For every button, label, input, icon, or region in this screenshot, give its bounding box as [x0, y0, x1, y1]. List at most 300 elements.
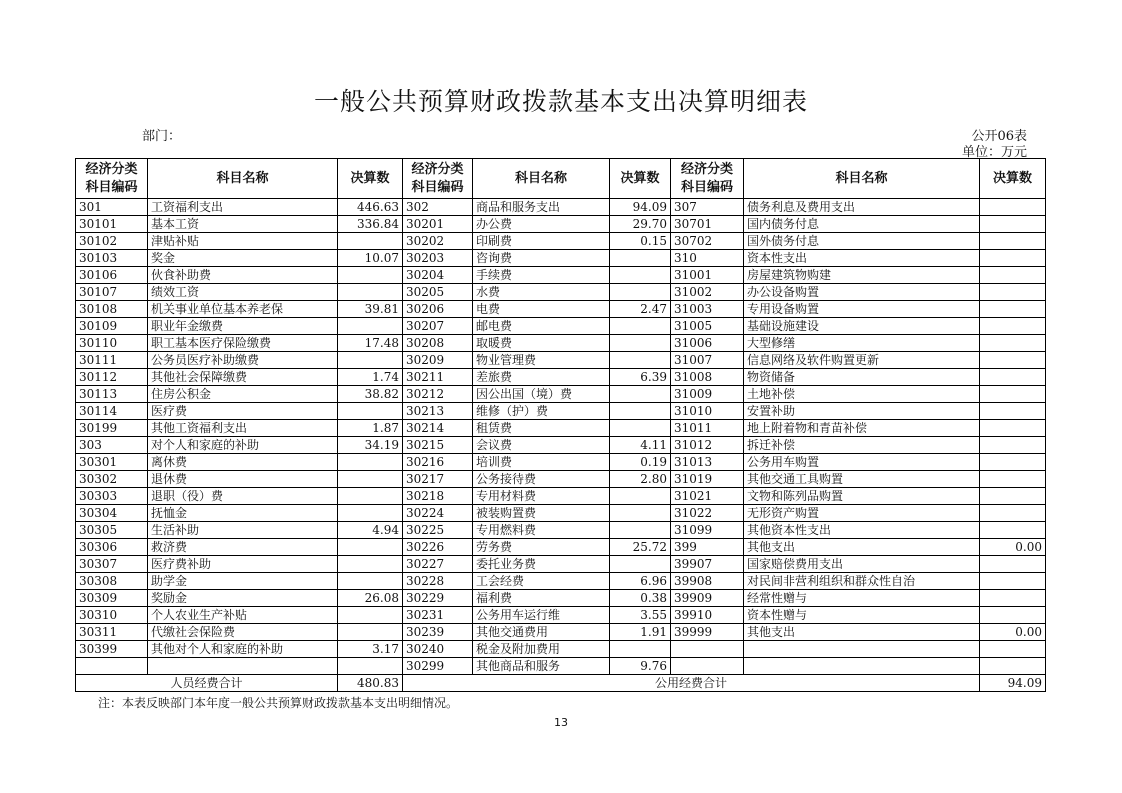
amount-cell: 6.39: [610, 369, 671, 386]
amount-cell: [338, 284, 403, 301]
amount-cell: 1.91: [610, 624, 671, 641]
name-cell: 救济费: [148, 539, 338, 556]
table-row: [76, 573, 1046, 590]
amount-cell: 9.76: [610, 658, 671, 675]
code-cell: 30228: [403, 573, 473, 590]
amount-cell: 0.00: [980, 539, 1046, 556]
amount-cell: [980, 267, 1046, 284]
code-cell: 310: [671, 250, 744, 267]
amount-cell: [610, 420, 671, 437]
amount-cell: 2.47: [610, 301, 671, 318]
totals-row: [76, 675, 1046, 692]
code-cell: 30239: [403, 624, 473, 641]
code-cell: 30226: [403, 539, 473, 556]
code-cell: 30211: [403, 369, 473, 386]
code-cell: 30108: [76, 301, 148, 318]
table-row: [76, 488, 1046, 505]
code-cell: 30307: [76, 556, 148, 573]
code-cell: 30299: [403, 658, 473, 675]
table-row: [76, 522, 1046, 539]
amount-cell: [338, 505, 403, 522]
code-cell: 30304: [76, 505, 148, 522]
amount-cell: 3.55: [610, 607, 671, 624]
code-cell: 301: [76, 199, 148, 216]
amount-cell: 17.48: [338, 335, 403, 352]
amount-cell: [338, 556, 403, 573]
personnel-total-value: 480.83: [338, 675, 403, 692]
name-cell: 其他工资福利支出: [148, 420, 338, 437]
amount-cell: [980, 607, 1046, 624]
table-row: [76, 641, 1046, 658]
name-cell: 其他交通工具购置: [744, 471, 980, 488]
name-cell: 对民间非营利组织和群众性自治: [744, 573, 980, 590]
expenditure-table: [75, 158, 1046, 692]
table-row: [76, 369, 1046, 386]
amount-cell: [980, 199, 1046, 216]
name-cell: 其他支出: [744, 539, 980, 556]
name-cell: 房屋建筑物购建: [744, 267, 980, 284]
name-cell: 国外债务付息: [744, 233, 980, 250]
name-cell: 资本性支出: [744, 250, 980, 267]
amount-cell: [610, 267, 671, 284]
amount-cell: [338, 607, 403, 624]
name-cell: 福利费: [473, 590, 610, 607]
name-cell: 助学金: [148, 573, 338, 590]
table-row: [76, 267, 1046, 284]
name-cell: 对个人和家庭的补助: [148, 437, 338, 454]
code-cell: 30240: [403, 641, 473, 658]
code-cell: 31019: [671, 471, 744, 488]
code-cell: 30113: [76, 386, 148, 403]
amount-cell: [980, 335, 1046, 352]
code-cell: 30202: [403, 233, 473, 250]
amount-cell: 336.84: [338, 216, 403, 233]
header-code-3: 经济分类 科目编码: [671, 159, 744, 199]
code-cell: 30217: [403, 471, 473, 488]
amount-cell: [338, 267, 403, 284]
amount-cell: [610, 505, 671, 522]
code-cell: 31002: [671, 284, 744, 301]
amount-cell: 0.19: [610, 454, 671, 471]
page-title: 一般公共预算财政拨款基本支出决算明细表: [313, 87, 808, 116]
amount-cell: [338, 233, 403, 250]
amount-cell: [338, 352, 403, 369]
amount-cell: [980, 641, 1046, 658]
name-cell: 职工基本医疗保险缴费: [148, 335, 338, 352]
name-cell: 奖金: [148, 250, 338, 267]
amount-cell: [980, 403, 1046, 420]
code-cell: 30213: [403, 403, 473, 420]
code-cell: 31009: [671, 386, 744, 403]
name-cell: 国家赔偿费用支出: [744, 556, 980, 573]
amount-cell: [980, 250, 1046, 267]
code-cell: 30215: [403, 437, 473, 454]
public-total-value: 94.09: [980, 675, 1046, 692]
name-cell: 租赁费: [473, 420, 610, 437]
amount-cell: [610, 386, 671, 403]
code-cell: 31013: [671, 454, 744, 471]
amount-cell: [980, 471, 1046, 488]
name-cell: 拆迁补偿: [744, 437, 980, 454]
name-cell: 其他支出: [744, 624, 980, 641]
amount-cell: [338, 471, 403, 488]
amount-cell: [338, 658, 403, 675]
amount-cell: [980, 658, 1046, 675]
form-number: 公开06表: [971, 129, 1027, 144]
amount-cell: [980, 420, 1046, 437]
code-cell: 30207: [403, 318, 473, 335]
code-cell: 30101: [76, 216, 148, 233]
name-cell: 委托业务费: [473, 556, 610, 573]
amount-cell: 0.15: [610, 233, 671, 250]
code-cell: 31021: [671, 488, 744, 505]
code-cell: [671, 658, 744, 675]
table-row: [76, 199, 1046, 216]
table-row: [76, 539, 1046, 556]
code-cell: 30205: [403, 284, 473, 301]
amount-cell: 2.80: [610, 471, 671, 488]
amount-cell: [610, 488, 671, 505]
amount-cell: [980, 301, 1046, 318]
table-row: [76, 318, 1046, 335]
amount-cell: 1.87: [338, 420, 403, 437]
header-name-1: 科目名称: [148, 159, 338, 199]
code-cell: 30114: [76, 403, 148, 420]
name-cell: 基本工资: [148, 216, 338, 233]
name-cell: 商品和服务支出: [473, 199, 610, 216]
name-cell: 抚恤金: [148, 505, 338, 522]
table-row: [76, 505, 1046, 522]
table-row: [76, 233, 1046, 250]
name-cell: 物资储备: [744, 369, 980, 386]
table-row: [76, 590, 1046, 607]
header-name-2: 科目名称: [473, 159, 610, 199]
table-row: [76, 403, 1046, 420]
code-cell: 30201: [403, 216, 473, 233]
name-cell: 劳务费: [473, 539, 610, 556]
table-row: [76, 301, 1046, 318]
code-cell: 30216: [403, 454, 473, 471]
code-cell: 303: [76, 437, 148, 454]
header-amount-2: 决算数: [610, 159, 671, 199]
name-cell: 差旅费: [473, 369, 610, 386]
code-cell: 30227: [403, 556, 473, 573]
code-cell: 30106: [76, 267, 148, 284]
name-cell: 公务员医疗补助缴费: [148, 352, 338, 369]
name-cell: 邮电费: [473, 318, 610, 335]
amount-cell: [980, 318, 1046, 335]
code-cell: 30111: [76, 352, 148, 369]
header-name-3: 科目名称: [744, 159, 980, 199]
amount-cell: [980, 352, 1046, 369]
name-cell: 医疗费: [148, 403, 338, 420]
table-row: [76, 216, 1046, 233]
table-row: [76, 386, 1046, 403]
code-cell: 31003: [671, 301, 744, 318]
code-cell: 39910: [671, 607, 744, 624]
name-cell: 其他商品和服务: [473, 658, 610, 675]
code-cell: 30701: [671, 216, 744, 233]
amount-cell: 25.72: [610, 539, 671, 556]
header-amount-1: 决算数: [338, 159, 403, 199]
amount-cell: [980, 573, 1046, 590]
amount-cell: 4.11: [610, 437, 671, 454]
code-cell: 307: [671, 199, 744, 216]
name-cell: [744, 658, 980, 675]
code-cell: 30112: [76, 369, 148, 386]
name-cell: 其他资本性支出: [744, 522, 980, 539]
name-cell: 其他社会保障缴费: [148, 369, 338, 386]
amount-cell: 34.19: [338, 437, 403, 454]
name-cell: 培训费: [473, 454, 610, 471]
code-cell: 30103: [76, 250, 148, 267]
name-cell: 专用燃料费: [473, 522, 610, 539]
amount-cell: 39.81: [338, 301, 403, 318]
name-cell: 公务用车运行维: [473, 607, 610, 624]
table-row: [76, 352, 1046, 369]
code-cell: 30208: [403, 335, 473, 352]
table-row: [76, 420, 1046, 437]
name-cell: 因公出国（境）费: [473, 386, 610, 403]
name-cell: 公务用车购置: [744, 454, 980, 471]
amount-cell: [338, 573, 403, 590]
code-cell: 30305: [76, 522, 148, 539]
name-cell: 绩效工资: [148, 284, 338, 301]
name-cell: 会议费: [473, 437, 610, 454]
amount-cell: [338, 539, 403, 556]
name-cell: 咨询费: [473, 250, 610, 267]
code-cell: 30303: [76, 488, 148, 505]
unit-label: 单位：万元: [961, 145, 1027, 160]
name-cell: 大型修缮: [744, 335, 980, 352]
amount-cell: [980, 233, 1046, 250]
amount-cell: [610, 403, 671, 420]
table-row: [76, 607, 1046, 624]
code-cell: 30399: [76, 641, 148, 658]
code-cell: 30310: [76, 607, 148, 624]
amount-cell: [980, 505, 1046, 522]
amount-cell: 4.94: [338, 522, 403, 539]
footnote: 注：本表反映部门本年度一般公共预算财政拨款基本支出明细情况。: [98, 696, 459, 710]
department-label: 部门：: [142, 129, 182, 144]
amount-cell: [338, 454, 403, 471]
amount-cell: [980, 369, 1046, 386]
amount-cell: 6.96: [610, 573, 671, 590]
name-cell: 手续费: [473, 267, 610, 284]
amount-cell: [980, 284, 1046, 301]
code-cell: 30302: [76, 471, 148, 488]
code-cell: 39999: [671, 624, 744, 641]
name-cell: 退职（役）费: [148, 488, 338, 505]
code-cell: 30102: [76, 233, 148, 250]
code-cell: 30199: [76, 420, 148, 437]
amount-cell: 10.07: [338, 250, 403, 267]
name-cell: 经常性赠与: [744, 590, 980, 607]
name-cell: 其他交通费用: [473, 624, 610, 641]
code-cell: 302: [403, 199, 473, 216]
header-amount-3: 决算数: [980, 159, 1046, 199]
code-cell: 30218: [403, 488, 473, 505]
name-cell: 伙食补助费: [148, 267, 338, 284]
amount-cell: [980, 522, 1046, 539]
code-cell: 31007: [671, 352, 744, 369]
personnel-total-label: 人员经费合计: [76, 675, 338, 692]
amount-cell: [610, 250, 671, 267]
table-row: [76, 284, 1046, 301]
amount-cell: [610, 522, 671, 539]
amount-cell: [338, 318, 403, 335]
table-row: [76, 454, 1046, 471]
code-cell: 30107: [76, 284, 148, 301]
code-cell: 30109: [76, 318, 148, 335]
amount-cell: [610, 641, 671, 658]
code-cell: 30311: [76, 624, 148, 641]
amount-cell: [610, 284, 671, 301]
table-row: [76, 471, 1046, 488]
name-cell: 债务利息及费用支出: [744, 199, 980, 216]
name-cell: 无形资产购置: [744, 505, 980, 522]
amount-cell: [338, 488, 403, 505]
amount-cell: [980, 488, 1046, 505]
code-cell: 30214: [403, 420, 473, 437]
code-cell: 30301: [76, 454, 148, 471]
amount-cell: [980, 454, 1046, 471]
name-cell: 津贴补贴: [148, 233, 338, 250]
table-row: [76, 556, 1046, 573]
name-cell: 办公设备购置: [744, 284, 980, 301]
name-cell: 工会经费: [473, 573, 610, 590]
code-cell: 31022: [671, 505, 744, 522]
amount-cell: [338, 624, 403, 641]
code-cell: 31011: [671, 420, 744, 437]
amount-cell: [980, 386, 1046, 403]
name-cell: [744, 641, 980, 658]
amount-cell: [980, 216, 1046, 233]
name-cell: 取暖费: [473, 335, 610, 352]
name-cell: 机关事业单位基本养老保: [148, 301, 338, 318]
name-cell: 个人农业生产补贴: [148, 607, 338, 624]
amount-cell: 3.17: [338, 641, 403, 658]
name-cell: 专用材料费: [473, 488, 610, 505]
amount-cell: [610, 335, 671, 352]
name-cell: 安置补助: [744, 403, 980, 420]
code-cell: 39907: [671, 556, 744, 573]
code-cell: 30309: [76, 590, 148, 607]
name-cell: 奖励金: [148, 590, 338, 607]
name-cell: 工资福利支出: [148, 199, 338, 216]
amount-cell: 38.82: [338, 386, 403, 403]
name-cell: 电费: [473, 301, 610, 318]
name-cell: 国内债务付息: [744, 216, 980, 233]
name-cell: 住房公积金: [148, 386, 338, 403]
name-cell: 退休费: [148, 471, 338, 488]
code-cell: [671, 641, 744, 658]
name-cell: 物业管理费: [473, 352, 610, 369]
amount-cell: [980, 590, 1046, 607]
amount-cell: 446.63: [338, 199, 403, 216]
code-cell: 31005: [671, 318, 744, 335]
name-cell: 印刷费: [473, 233, 610, 250]
amount-cell: [980, 437, 1046, 454]
amount-cell: 0.00: [980, 624, 1046, 641]
table-row: [76, 437, 1046, 454]
amount-cell: [610, 556, 671, 573]
code-cell: 31099: [671, 522, 744, 539]
code-cell: 31010: [671, 403, 744, 420]
code-cell: 30110: [76, 335, 148, 352]
amount-cell: [610, 352, 671, 369]
table-header-row: [76, 159, 1046, 199]
name-cell: 土地补偿: [744, 386, 980, 403]
code-cell: 30204: [403, 267, 473, 284]
code-cell: 30229: [403, 590, 473, 607]
code-cell: 39908: [671, 573, 744, 590]
amount-cell: [610, 318, 671, 335]
name-cell: 办公费: [473, 216, 610, 233]
name-cell: 信息网络及软件购置更新: [744, 352, 980, 369]
name-cell: 资本性赠与: [744, 607, 980, 624]
table-row: [76, 658, 1046, 675]
code-cell: 31012: [671, 437, 744, 454]
code-cell: 31006: [671, 335, 744, 352]
page-number: 13: [554, 716, 568, 729]
name-cell: 专用设备购置: [744, 301, 980, 318]
code-cell: 30212: [403, 386, 473, 403]
name-cell: 税金及附加费用: [473, 641, 610, 658]
amount-cell: 29.70: [610, 216, 671, 233]
header-code-1: 经济分类 科目编码: [76, 159, 148, 199]
name-cell: 地上附着物和青苗补偿: [744, 420, 980, 437]
code-cell: [76, 658, 148, 675]
code-cell: 30206: [403, 301, 473, 318]
name-cell: 其他对个人和家庭的补助: [148, 641, 338, 658]
name-cell: 公务接待费: [473, 471, 610, 488]
name-cell: 医疗费补助: [148, 556, 338, 573]
code-cell: 31008: [671, 369, 744, 386]
name-cell: 水费: [473, 284, 610, 301]
header-code-2: 经济分类 科目编码: [403, 159, 473, 199]
name-cell: [148, 658, 338, 675]
amount-cell: 26.08: [338, 590, 403, 607]
code-cell: 31001: [671, 267, 744, 284]
name-cell: 被装购置费: [473, 505, 610, 522]
code-cell: 399: [671, 539, 744, 556]
code-cell: 30209: [403, 352, 473, 369]
name-cell: 基础设施建设: [744, 318, 980, 335]
code-cell: 30231: [403, 607, 473, 624]
amount-cell: [980, 556, 1046, 573]
name-cell: 离休费: [148, 454, 338, 471]
amount-cell: [338, 403, 403, 420]
name-cell: 代缴社会保险费: [148, 624, 338, 641]
table-row: [76, 624, 1046, 641]
code-cell: 30225: [403, 522, 473, 539]
code-cell: 30224: [403, 505, 473, 522]
name-cell: 生活补助: [148, 522, 338, 539]
amount-cell: 94.09: [610, 199, 671, 216]
table-row: [76, 250, 1046, 267]
name-cell: 维修（护）费: [473, 403, 610, 420]
code-cell: 30702: [671, 233, 744, 250]
table-row: [76, 335, 1046, 352]
public-total-label: 公用经费合计: [403, 675, 980, 692]
code-cell: 30308: [76, 573, 148, 590]
code-cell: 39909: [671, 590, 744, 607]
name-cell: 文物和陈列品购置: [744, 488, 980, 505]
amount-cell: 1.74: [338, 369, 403, 386]
name-cell: 职业年金缴费: [148, 318, 338, 335]
amount-cell: 0.38: [610, 590, 671, 607]
